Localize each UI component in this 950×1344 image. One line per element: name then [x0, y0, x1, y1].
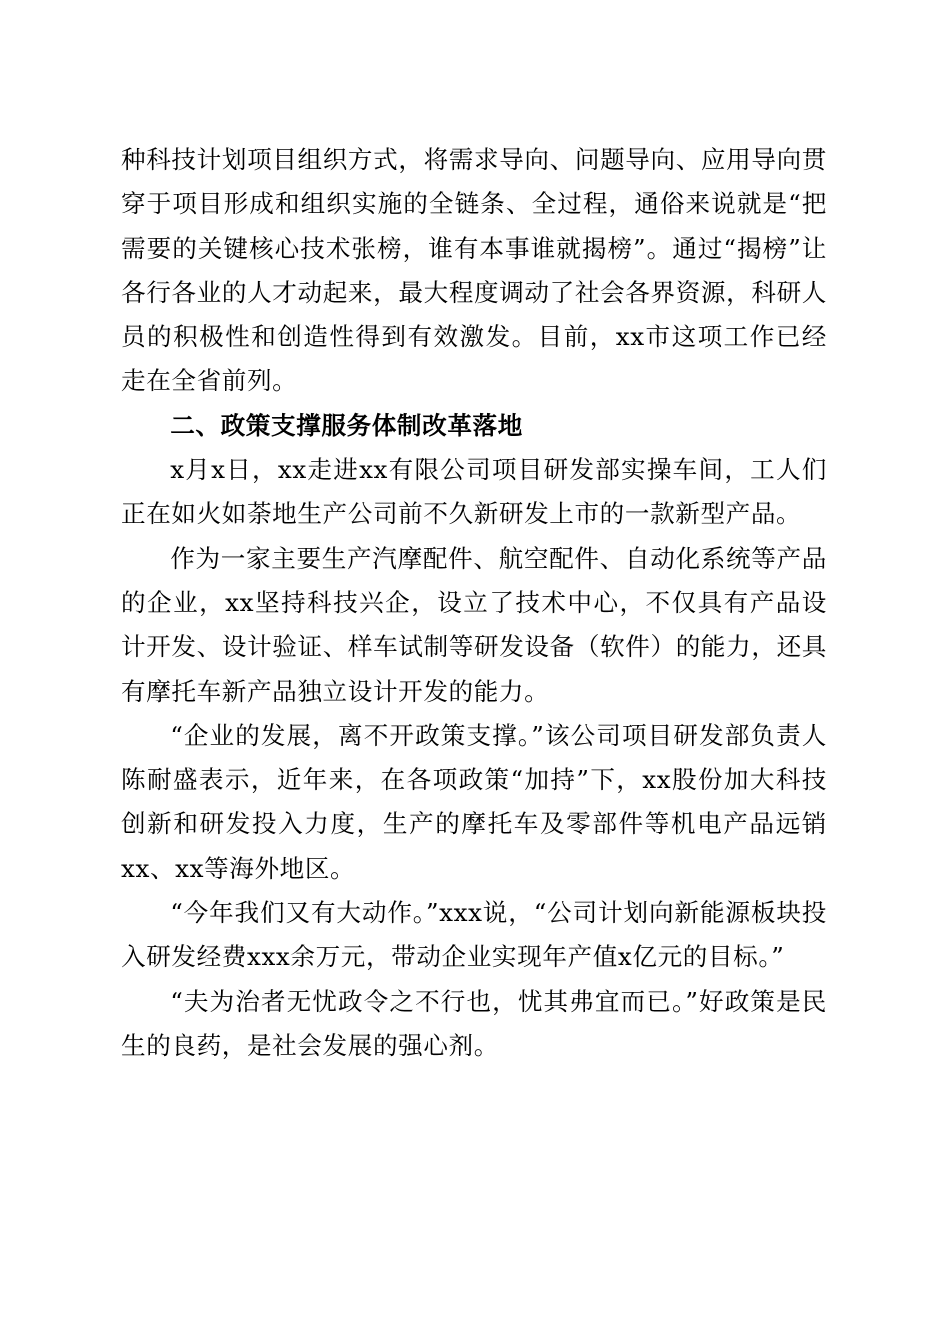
body-paragraph: “企业的发展，离不开政策支撑。”该公司项目研发部负责人陈耐盛表示，近年来，在各项政策“加持”下，xx股份加大科技创新和研发投入力度，生产的摩托车及零部件等机电产品远销xx、xx等海外地区。 — [121, 720, 827, 883]
body-paragraph: “夫为治者无忧政令之不行也，忧其弗宜而已。”好政策是民生的良药，是社会发展的强心剂。 — [121, 986, 827, 1060]
body-paragraph: “今年我们又有大动作。”xxx说，“公司计划向新能源板块投入研发经费xxx余万元，带动企业实现年产值x亿元的目标。” — [121, 898, 827, 972]
body-paragraph: x月x日，xx走进xx有限公司项目研发部实操车间，工人们正在如火如荼地生产公司前不久新研发上市的一款新型产品。 — [121, 455, 827, 529]
body-paragraph: 作为一家主要生产汽摩配件、航空配件、自动化系统等产品的企业，xx坚持科技兴企，设立了技术中心，不仅具有产品设计开发、设计验证、样车试制等研发设备（软件）的能力，还具有摩托车新产品独立设计开发的能力。 — [121, 543, 827, 706]
document-body — [121, 138, 827, 1068]
body-paragraph-continued: 种科技计划项目组织方式，将需求导向、问题导向、应用导向贯穿于项目形成和组织实施的全链条、全过程，通俗来说就是“把需要的关键核心技术张榜，谁有本事谁就揭榜”。通过“揭榜”让各行各业的人才动起来，最大程度调动了社会各界资源，科研人员的积极性和创造性得到有效激发。目前，xx市这项工作已经走在全省前列。 — [121, 145, 827, 396]
section-heading: 二、政策支撑服务体制改革落地 — [170, 410, 523, 440]
